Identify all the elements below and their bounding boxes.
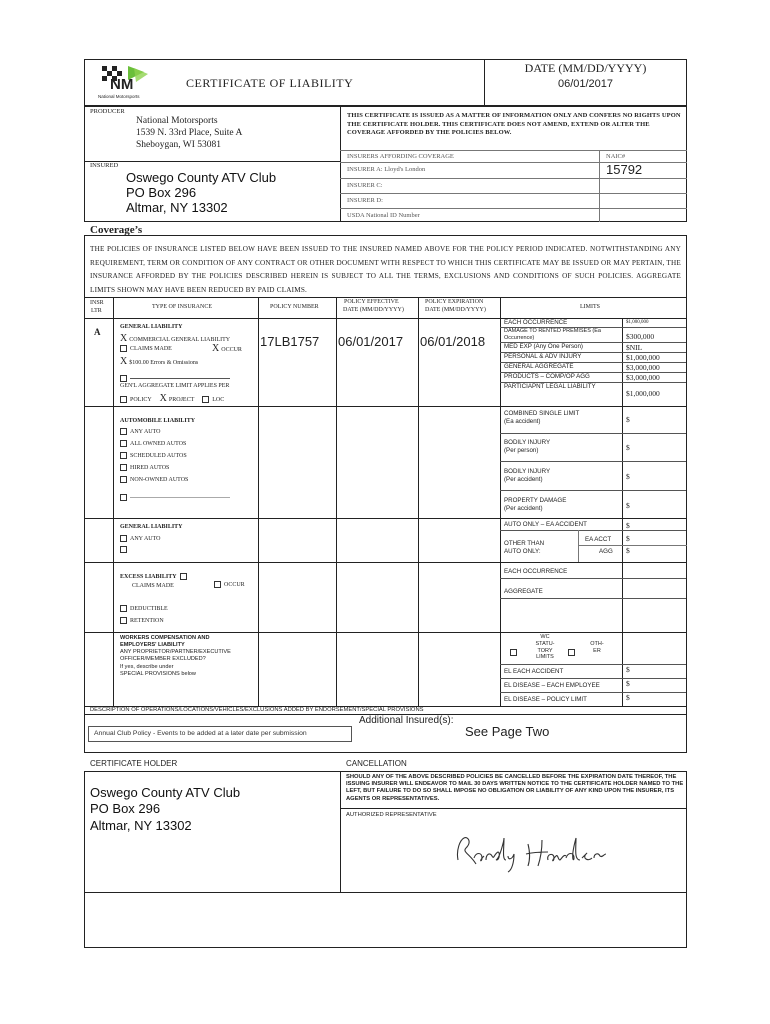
holder-line1: Oswego County ATV Club [90, 785, 241, 800]
non-owned-checkbox[interactable] [120, 476, 127, 483]
limit-label-personal-adv: PERSONAL & ADV INJURY [504, 353, 582, 360]
producer-line2: 1539 N. 33rd Place, Suite A [136, 128, 243, 138]
row-div-excess [84, 562, 687, 563]
wc-line3: TORY [537, 647, 553, 654]
insured-line2: PO Box 296 [126, 185, 197, 200]
gl-claims-row [120, 345, 172, 352]
th-eff1: POLICY EFFECTIVE [344, 299, 399, 305]
insured-divider [84, 161, 340, 162]
logo-text: NM [110, 76, 134, 93]
excess-deductible-row [120, 605, 168, 612]
date-label: DATE (MM/DD/YYYY) [524, 61, 647, 75]
wc-checkbox-wrap [510, 643, 520, 661]
garage-ea-acct-value: $ [626, 534, 630, 543]
th-exp1: POLICY EXPIRATION [425, 299, 484, 305]
col-div-6 [622, 318, 623, 706]
gl-effective-date: 06/01/2017 [338, 334, 404, 349]
auto-property-sub: (Per accident) [504, 505, 543, 512]
hired-checkbox[interactable] [120, 464, 127, 471]
gl-x3: X [120, 356, 128, 367]
el-each-value: $ [626, 665, 630, 674]
col-div-4 [418, 297, 419, 706]
wc-line4: LIMITS [536, 654, 554, 661]
gl-x1: X [120, 333, 128, 344]
deductible-checkbox[interactable] [120, 605, 127, 612]
excess-each-occ: EACH OCCURRENCE [504, 568, 568, 575]
workers-line4: OFFICER/MEMBER EXCLUDED? [120, 656, 206, 662]
claims-made-checkbox[interactable] [120, 345, 127, 352]
excess-deductible: DEDUCTIBLE [130, 605, 168, 612]
other-checkbox[interactable] [568, 649, 575, 656]
garage-ea-acct: EA ACCT [585, 536, 612, 543]
auto-property-value: $ [626, 501, 630, 510]
garage-agg-value: $ [626, 546, 630, 555]
el-disease-employee-value: $ [626, 679, 630, 688]
holder-label: CERTIFICATE HOLDER [90, 759, 178, 768]
naic-divider [599, 150, 600, 222]
auto-bodily2-value: $ [626, 472, 630, 481]
insurer-c-line [340, 178, 687, 179]
authorized-label: AUTHORIZED REPRESENTATIVE [346, 812, 437, 818]
see-page-two: See Page Two [465, 724, 550, 739]
garage-other1: OTHER THAN [504, 540, 545, 547]
logo-subtitle: National Motorsports [98, 94, 140, 99]
col-div-3 [336, 297, 337, 706]
garage-auto-only-value: $ [626, 521, 630, 530]
insurer-a: INSURER A: Lloyd's London [347, 166, 426, 173]
row-div-auto [84, 406, 687, 407]
auto-combined-sub: (Ea accident) [504, 418, 541, 425]
limit-value-med-exp: $NIL [626, 343, 643, 352]
usda-label: USDA National ID Number [347, 212, 420, 219]
insurers-top-line [340, 150, 687, 151]
holder-line3: Altmar, NY 13302 [90, 818, 192, 833]
auto-bodily1-sub: (Per person) [504, 447, 539, 454]
cancellation-label: CANCELLATION [346, 759, 407, 768]
notice-text: THIS CERTIFICATE IS ISSUED AS A MATTER OF INFORMATION ONLY AND CONFERS NO RIGHTS UPON THE CERTIFICATE HOLDER. THIS CERTIFICATE DOES NOT AMEND, EXTEND OR ALTER THE COVERAGE AFFORDED BY THE POLICIES BELOW. [347, 112, 681, 137]
auto-any-row [120, 428, 161, 435]
producer-line3: Sheboygan, WI 53081 [136, 140, 222, 150]
auto-non-owned-row [120, 476, 188, 483]
workers-title2: EMPLOYERS' LIABILITY [120, 642, 185, 648]
gl-occur: OCCUR [221, 347, 242, 353]
limit-label-general-aggregate: GENERAL AGGREGATE [504, 363, 574, 370]
garage-auto-only: AUTO ONLY – EA ACCIDENT [504, 521, 587, 528]
oth-checkbox-wrap [568, 643, 578, 661]
limit-label-med-exp: MED EXP (Any One Person) [504, 343, 583, 350]
gl-x2: X [212, 343, 220, 354]
gl-title: GENERAL LIABILITY [120, 324, 183, 330]
insurer-d: INSURER D: [347, 197, 383, 204]
workers-line5: If yes, describe under [120, 664, 174, 670]
gl-blank-line [130, 378, 230, 379]
holder-divider [340, 771, 341, 892]
gl-claims-made: CLAIMS MADE [130, 345, 172, 352]
auto-combined: COMBINED SINGLE LIMIT [504, 410, 580, 417]
auto-blank-line [130, 497, 230, 498]
producer-divider [340, 106, 341, 222]
signature [450, 830, 610, 874]
insurer-c: INSURER C: [347, 182, 383, 189]
auto-title: AUTOMOBILE LIABILITY [120, 418, 196, 424]
producer-line1: National Motorsports [136, 116, 218, 126]
holder-line2: PO Box 296 [90, 801, 161, 816]
auto-any: ANY AUTO [130, 428, 161, 435]
coverages-title: Coverage’s [90, 224, 143, 236]
insured-label: INSURED [90, 162, 119, 169]
th-exp2: DATE (MM/DD/YYYY) [425, 307, 486, 313]
auto-limit-sep-2 [500, 461, 686, 462]
excess-checkbox[interactable] [180, 573, 187, 580]
limit-value-each-occurrence: $1,000,000 [626, 320, 649, 325]
gl-loc: LOC [212, 397, 225, 403]
producer-label: PRODUCER [90, 108, 125, 115]
insurers-heading: INSURERS AFFORDING COVERAGE [347, 153, 454, 160]
excess-title-row [120, 573, 190, 580]
workers-limit-sep-2 [500, 678, 686, 679]
auto-scheduled: SCHEDULED AUTOS [130, 452, 187, 459]
wc-statutory-checkbox[interactable] [510, 649, 517, 656]
el-each-accident: EL EACH ACCIDENT [504, 668, 564, 675]
auto-blank-checkbox[interactable] [120, 494, 127, 501]
auto-bodily2: BODILY INJURY [504, 468, 551, 475]
th-limits: LIMITS [580, 304, 600, 310]
workers-line6: SPECIAL PROVISIONS below [120, 671, 196, 677]
loc-checkbox[interactable] [202, 396, 209, 403]
usda-line [340, 208, 687, 209]
gl-x4: X [159, 393, 167, 404]
garage-other2: AUTO ONLY: [504, 548, 541, 555]
auto-bodily1-value: $ [626, 443, 630, 452]
th-ltr: LTR [91, 308, 102, 314]
garage-inner-sep [578, 545, 687, 546]
col-div-2 [258, 297, 259, 706]
limit-label-products: PRODUCTS – COMP/OP AGG [504, 373, 590, 380]
workers-line3: ANY PROPRIETOR/PARTNER/EXECUTIVE [120, 649, 231, 655]
gl-commercial: COMMERCIAL GENERAL LIABILITY [129, 337, 231, 343]
garage-inner-divider [578, 530, 579, 562]
naic-label: NAIC# [606, 153, 626, 160]
garage-blank-checkbox[interactable] [120, 546, 127, 553]
garage-agg: AGG [599, 548, 613, 555]
wc-line1: WC [540, 634, 550, 640]
insurer-a-naic: 15792 [606, 162, 643, 177]
th-insr: INSR [90, 300, 104, 306]
auto-hired: HIRED AUTOS [130, 464, 170, 471]
th-eff2: DATE (MM/DD/YYYY) [343, 307, 404, 313]
auto-scheduled-row [120, 452, 187, 459]
description-label: DESCRIPTION OF OPERATIONS/LOCATIONS/VEHICLES/EXCLUSIONS ADDED BY ENDORSEMENT/SPECIAL PROVISIONS [90, 707, 424, 713]
wc-line2: STATU- [535, 640, 555, 647]
gl-expiration-date: 06/01/2018 [420, 334, 486, 349]
garage-any-row [120, 535, 161, 542]
excess-title: EXCESS LIABILITY [120, 573, 177, 580]
auto-all-owned-row [120, 440, 186, 447]
row-div-garage [84, 518, 687, 519]
gl-ltr: A [94, 327, 101, 337]
excess-occur-checkbox[interactable] [214, 581, 221, 588]
limit-value-products: $3,000,000 [626, 373, 660, 382]
garage-title: GENERAL LIABILITY [120, 524, 183, 530]
page-title: CERTIFICATE OF LIABILITY [186, 76, 354, 90]
auto-non-owned: NON-OWNED AUTOS [130, 476, 189, 483]
additional-insured: Additional Insured(s): [359, 715, 454, 726]
excess-retention: RETENTION [130, 617, 164, 624]
el-disease-employee: EL DISEASE – EACH EMPLOYEE [504, 682, 600, 689]
auto-bodily1: BODILY INJURY [504, 439, 551, 446]
gl-errors: $100.00 Errors & Omissions [129, 360, 199, 366]
th-type: TYPE OF INSURANCE [152, 304, 213, 310]
signature-image [450, 830, 610, 874]
auto-hired-row [120, 464, 169, 471]
el-disease-policy: EL DISEASE – POLICY LIMIT [504, 696, 587, 703]
workers-limit-sep-3 [500, 692, 686, 693]
oth-line1: OTH- [590, 641, 604, 647]
date-value: 06/01/2017 [557, 78, 614, 90]
auto-blank-row [120, 488, 230, 506]
workers-title1: WORKERS COMPENSATION AND [120, 635, 210, 641]
el-disease-policy-value: $ [626, 693, 630, 702]
scheduled-checkbox[interactable] [120, 452, 127, 459]
col-div-5 [500, 297, 501, 706]
gl-policy-number: 17LB1757 [260, 334, 320, 349]
auto-bodily2-sub: (Per accident) [504, 476, 543, 483]
gl-blank-checkbox[interactable] [120, 375, 127, 382]
excess-occur-row [214, 581, 245, 588]
holder-bottom-line [84, 892, 687, 893]
excess-occur: OCCUR [224, 581, 245, 588]
insured-line3: Altmar, NY 13302 [126, 200, 228, 215]
limit-label-participant: PARTICIAPNT LEGAL LIABILITY [504, 383, 596, 390]
any-auto-checkbox[interactable] [120, 428, 127, 435]
garage-blank-row [120, 546, 130, 553]
garage-limit-sep-1 [500, 530, 686, 531]
gl-policy: POLICY [130, 397, 152, 403]
gl-errors-row [120, 356, 198, 367]
gl-agg-row [120, 393, 224, 404]
table-header-bottom [84, 318, 687, 319]
limit-value-participant: $1,000,000 [626, 389, 660, 398]
limit-value-personal-adv: $1,000,000 [626, 353, 660, 362]
policy-checkbox[interactable] [120, 396, 127, 403]
all-owned-checkbox[interactable] [120, 440, 127, 447]
cancel-text-line [340, 808, 687, 809]
cancellation-text: SHOULD ANY OF THE ABOVE DESCRIBED POLICIES BE CANCELLED BEFORE THE EXPIRATION DATE THEREOF, THE ISSUING INSURER WILL ENDEAVOR TO MAIL 30 DAYS WRITTEN NOTICE TO THE CERTIFICATE HOLDER NAMED TO THE LEFT, BUT FAILURE TO DO SO SHALL IMPOSE NO OBLIGATION OR LIABILITY OF ANY KIND UPON THE INSURER, ITS AGENTS OR REPRESENTATIVES. [346, 774, 684, 802]
auto-all-owned: ALL OWNED AUTOS [130, 440, 187, 447]
excess-aggregate: AGGREGATE [504, 588, 543, 595]
auto-limit-sep-1 [500, 433, 686, 434]
excess-limit-sep-2 [500, 598, 686, 599]
limit-label-damage-rented: DAMAGE TO RENTED PREMISES (Ea Occurrence) [504, 328, 601, 341]
limit-value-general-aggregate: $3,000,000 [626, 363, 660, 372]
oth-label [586, 641, 608, 655]
annual-policy-text: Annual Club Policy - Events to be added at a later date per submission [94, 730, 307, 737]
workers-limit-sep-1 [500, 664, 686, 665]
garage-any-auto: ANY AUTO [130, 535, 161, 542]
limit-value-damage-rented: $300,000 [626, 332, 655, 341]
gl-occur-row [212, 343, 242, 354]
wc-label [530, 634, 560, 661]
table-header-top [84, 297, 687, 298]
garage-any-auto-checkbox[interactable] [120, 535, 127, 542]
retention-checkbox[interactable] [120, 617, 127, 624]
excess-claims-made: CLAIMS MADE [132, 583, 174, 589]
th-policy: POLICY NUMBER [270, 304, 319, 310]
oth-line2: ER [593, 648, 601, 654]
col-div-1 [113, 297, 114, 706]
auto-property: PROPERTY DAMAGE [504, 497, 567, 504]
insured-line1: Oswego County ATV Club [126, 170, 277, 185]
coverages-text: THE POLICIES OF INSURANCE LISTED BELOW HAVE BEEN ISSUED TO THE INSURED NAMED ABOVE FOR THE POLICY PERIOD INDICATED. NOTWITHSTANDING ANY REQUIREMENT, TERM OR CONDITION OF ANY CONTRACT OR OTHER DOCUMENT WITH RESPECT TO WHICH THIS CERTIFICATE MAY BE ISSUED OR MAY PERTAIN, THE INSURANCE AFFORDED BY THE POLICIES DESCRIBED HEREIN IS SUBJECT TO ALL THE TERMS, EXCLUSIONS AND CONDITIONS OF SUCH POLICIES. AGGREGATE LIMITS SHOWN MAY HAVE BEEN REDUCED BY PAID CLAIMS. [90, 245, 681, 294]
gl-agg-applies: GEN'L AGGREGATE LIMIT APPLIES PER [120, 383, 230, 389]
gl-project: PROJECT [168, 397, 195, 403]
row-div-workers [84, 632, 687, 633]
insurer-d-line [340, 193, 687, 194]
excess-limit-sep-1 [500, 578, 686, 579]
excess-retention-row [120, 617, 164, 624]
auto-limit-sep-3 [500, 490, 686, 491]
auto-combined-value: $ [626, 415, 630, 424]
logo [98, 62, 154, 102]
limit-label-each-occurrence: EACH OCCURRENCE [504, 319, 568, 326]
